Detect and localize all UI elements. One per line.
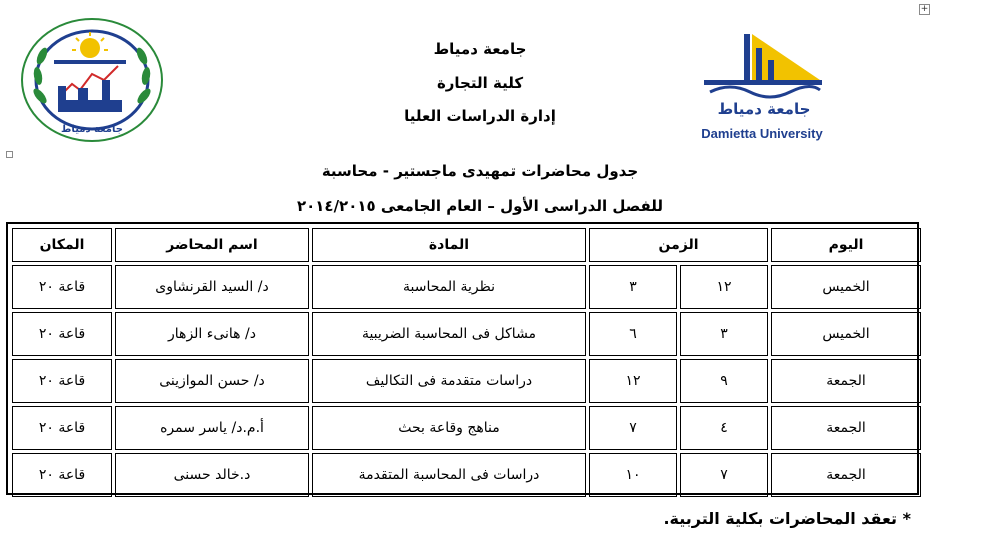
table-header-row bbox=[12, 228, 921, 262]
cell-time-to: ٧ bbox=[589, 406, 677, 450]
cell-day: الجمعة bbox=[771, 453, 921, 497]
faculty-name: كلية التجارة bbox=[436, 74, 524, 92]
university-logo-english: Damietta University bbox=[701, 126, 823, 141]
cell-place: قاعة ٢٠ bbox=[12, 265, 112, 309]
cell-time-from: ٧ bbox=[680, 453, 768, 497]
cell-subject: دراسات متقدمة فى التكاليف bbox=[312, 359, 586, 403]
table-row bbox=[12, 406, 921, 450]
cell-day: الجمعة bbox=[771, 406, 921, 450]
cell-place: قاعة ٢٠ bbox=[12, 406, 112, 450]
cell-subject: مناهج وقاعة بحث bbox=[312, 406, 586, 450]
cell-day: الجمعة bbox=[771, 359, 921, 403]
header-subject: المادة bbox=[312, 228, 586, 262]
cell-day: الخميس bbox=[771, 265, 921, 309]
cell-time-from: ٤ bbox=[680, 406, 768, 450]
cell-time-to: ٦ bbox=[589, 312, 677, 356]
cell-time-from: ١٢ bbox=[680, 265, 768, 309]
cell-lecturer: د/ حسن الموازينى bbox=[115, 359, 309, 403]
table-row bbox=[12, 359, 921, 403]
schedule-table bbox=[9, 225, 924, 500]
cell-place: قاعة ٢٠ bbox=[12, 453, 112, 497]
cell-time-to: ٣ bbox=[589, 265, 677, 309]
table-move-handle-icon[interactable]: + bbox=[920, 4, 929, 14]
cell-place: قاعة ٢٠ bbox=[12, 312, 112, 356]
header-day: اليوم bbox=[771, 228, 921, 262]
cell-subject: نظرية المحاسبة bbox=[312, 265, 586, 309]
cell-time-to: ١٢ bbox=[589, 359, 677, 403]
schedule-title: جدول محاضرات تمهيدى ماجستير - محاسبة bbox=[321, 162, 639, 180]
cell-lecturer: د.خالد حسنى bbox=[115, 453, 309, 497]
cell-day: الخميس bbox=[771, 312, 921, 356]
cell-lecturer: د/ هانىء الزهار bbox=[115, 312, 309, 356]
cell-time-from: ٣ bbox=[680, 312, 768, 356]
header-place: المكان bbox=[12, 228, 112, 262]
cell-subject: مشاكل فى المحاسبة الضريبية bbox=[312, 312, 586, 356]
cell-place: قاعة ٢٠ bbox=[12, 359, 112, 403]
faculty-logo bbox=[18, 16, 166, 146]
university-logo bbox=[700, 30, 826, 148]
resize-handle-icon[interactable] bbox=[6, 151, 13, 158]
cell-lecturer: د/ السيد القرنشاوى bbox=[115, 265, 309, 309]
university-logo-arabic: جامعة دمياط bbox=[717, 100, 811, 118]
cell-lecturer: أ.م.د/ ياسر سمره bbox=[115, 406, 309, 450]
table-row bbox=[12, 312, 921, 356]
table-row bbox=[12, 453, 921, 497]
faculty-logo-text: جامعة دمياط bbox=[61, 124, 123, 135]
cell-subject: دراسات فى المحاسبة المتقدمة bbox=[312, 453, 586, 497]
cell-time-from: ٩ bbox=[680, 359, 768, 403]
department-name: إدارة الدراسات العليا bbox=[404, 107, 556, 125]
header-time: الزمن bbox=[589, 228, 768, 262]
university-name: جامعة دمياط bbox=[433, 40, 527, 58]
header-lecturer: اسم المحاضر bbox=[115, 228, 309, 262]
footnote: * تعقد المحاضرات بكلية التربية. bbox=[663, 509, 911, 528]
semester-subtitle: للفصل الدراسى الأول – العام الجامعى ٢٠١٤/٢٠١٥ bbox=[296, 197, 664, 215]
table-row bbox=[12, 265, 921, 309]
cell-time-to: ١٠ bbox=[589, 453, 677, 497]
